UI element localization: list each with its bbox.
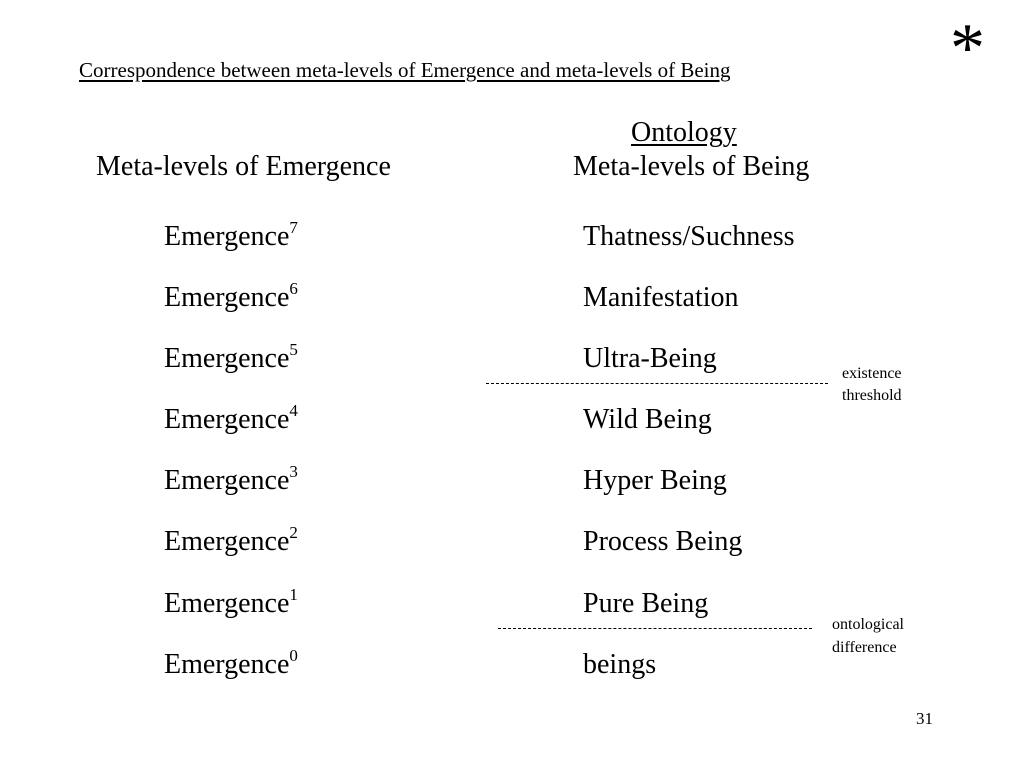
emergence-label: Emergence bbox=[164, 282, 290, 313]
emergence-label: Emergence bbox=[164, 221, 290, 252]
emergence-level-3 bbox=[164, 461, 298, 498]
ontological-difference-label-line2: difference bbox=[832, 639, 897, 656]
emergence-level-1 bbox=[164, 584, 298, 621]
emergence-label: Emergence bbox=[164, 343, 290, 374]
existence-threshold-label-line2: threshold bbox=[842, 387, 902, 404]
emergence-superscript: 4 bbox=[289, 400, 298, 420]
emergence-label: Emergence bbox=[164, 404, 290, 435]
emergence-level-2 bbox=[164, 522, 298, 559]
left-column-heading: Meta-levels of Emergence bbox=[96, 151, 391, 182]
ontological-difference-label-line1: ontological bbox=[832, 616, 904, 633]
emergence-level-6 bbox=[164, 278, 298, 315]
right-column-heading: Meta-levels of Being bbox=[573, 151, 810, 182]
emergence-level-4 bbox=[164, 400, 298, 437]
emergence-level-7 bbox=[164, 217, 298, 254]
emergence-label: Emergence bbox=[164, 588, 290, 619]
emergence-superscript: 6 bbox=[289, 278, 298, 298]
being-level-3: Hyper Being bbox=[583, 465, 727, 496]
emergence-level-0 bbox=[164, 645, 298, 682]
emergence-label: Emergence bbox=[164, 465, 290, 496]
ontological-difference-line bbox=[498, 628, 812, 629]
being-level-1: Pure Being bbox=[583, 588, 709, 619]
emergence-superscript: 0 bbox=[289, 645, 298, 665]
emergence-level-5 bbox=[164, 339, 298, 376]
being-level-0: beings bbox=[583, 649, 657, 680]
page-number: 31 bbox=[916, 709, 933, 728]
ontology-label: Ontology bbox=[631, 117, 737, 148]
being-level-7: Thatness/Suchness bbox=[583, 221, 795, 252]
asterisk-mark: * bbox=[950, 10, 985, 87]
emergence-superscript: 7 bbox=[289, 217, 298, 237]
emergence-superscript: 3 bbox=[289, 461, 298, 481]
being-level-2: Process Being bbox=[583, 526, 743, 557]
emergence-label: Emergence bbox=[164, 649, 290, 680]
being-level-5: Ultra-Being bbox=[583, 343, 717, 374]
being-level-6: Manifestation bbox=[583, 282, 739, 313]
slide-title: Correspondence between meta-levels of Emergence and meta-levels of Being bbox=[79, 58, 731, 82]
existence-threshold-line bbox=[486, 383, 828, 384]
emergence-superscript: 2 bbox=[289, 522, 298, 542]
existence-threshold-label-line1: existence bbox=[842, 365, 902, 382]
emergence-superscript: 5 bbox=[289, 339, 298, 359]
emergence-label: Emergence bbox=[164, 526, 290, 557]
being-level-4: Wild Being bbox=[583, 404, 712, 435]
emergence-superscript: 1 bbox=[289, 584, 298, 604]
